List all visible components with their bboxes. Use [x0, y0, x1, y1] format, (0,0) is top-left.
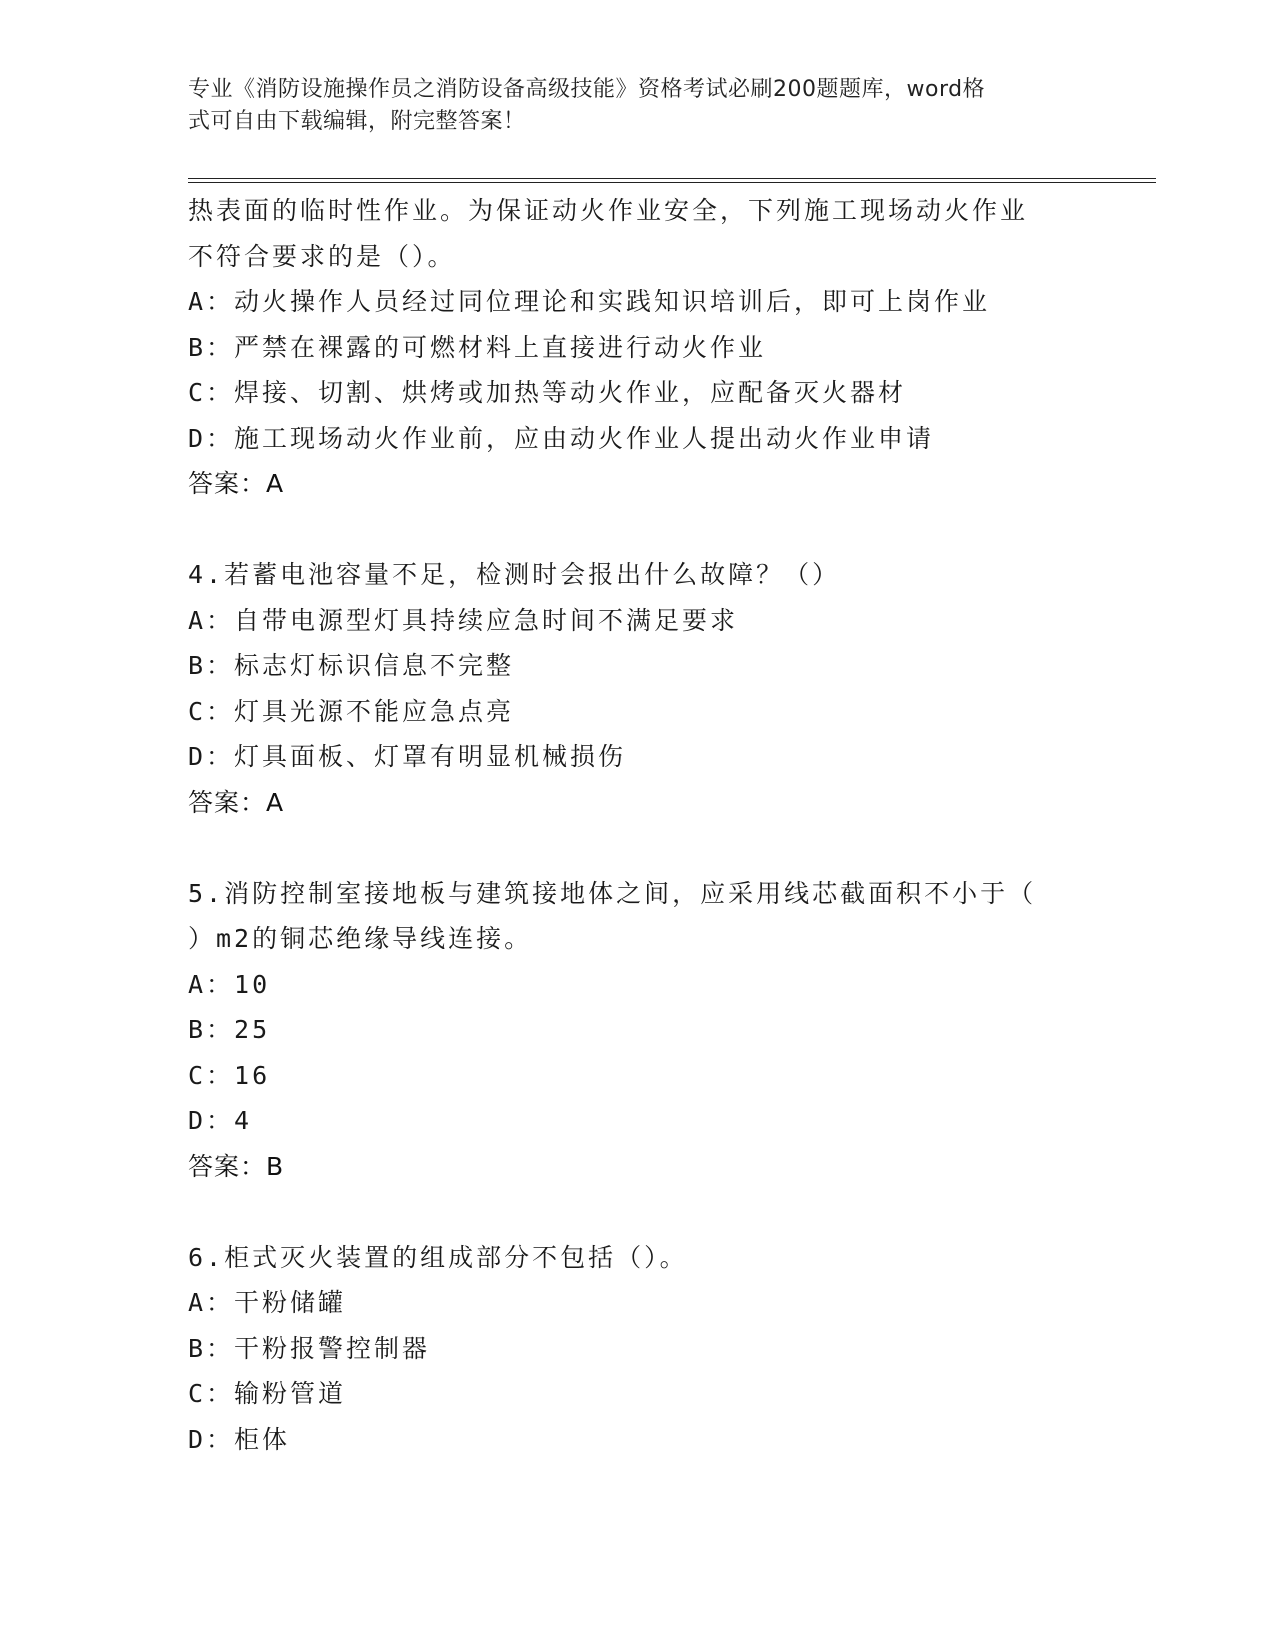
question-5-option-b: B：25 [188, 1015, 271, 1044]
spacer [188, 825, 1088, 871]
question-3-text-line-2: 不符合要求的是（）。 [188, 241, 456, 271]
question-4-option-a: A：自带电源型灯具持续应急时间不满足要求 [188, 605, 739, 635]
question-3-answer: 答案：A [188, 469, 285, 498]
question-6-option-a: A：干粉储罐 [188, 1288, 347, 1317]
question-6-option-d: D：柜体 [188, 1424, 291, 1454]
question-5-text-line-1: 5.消防控制室接地板与建筑接地体之间，应采用线芯截面积不小于（ [188, 878, 1037, 908]
question-6-text: 6.柜式灭火装置的组成部分不包括（）。 [188, 1242, 688, 1272]
spacer [188, 1189, 1088, 1235]
question-4-option-b: B：标志灯标识信息不完整 [188, 651, 515, 680]
question-6 [188, 1235, 1088, 1463]
question-3-option-d: D：施工现场动火作业前，应由动火作业人提出动火作业申请 [188, 423, 935, 453]
header-double-rule [188, 178, 1156, 183]
page-header-line-1: 专业《消防设施操作员之消防设备高级技能》资格考试必刷200题题库，word格 [188, 77, 986, 102]
question-list [188, 188, 1088, 1462]
question-4-answer: 答案：A [188, 787, 285, 817]
question-5-option-a: A：10 [188, 969, 271, 999]
question-5-text-line-2: ）m2的铜芯绝缘导线连接。 [188, 924, 533, 953]
question-4-option-c: C：灯具光源不能应急点亮 [188, 696, 515, 726]
question-5-answer: 答案：B [188, 1151, 285, 1181]
page-header-line-2: 式可自由下载编辑，附完整答案！ [188, 109, 526, 134]
question-6-option-c: C：输粉管道 [188, 1379, 347, 1408]
question-5 [188, 871, 1088, 1190]
question-6-option-b: B：干粉报警控制器 [188, 1333, 431, 1363]
spacer [188, 507, 1088, 553]
question-5-option-c: C：16 [188, 1060, 271, 1090]
question-5-option-d: D：4 [188, 1106, 253, 1135]
page-header [188, 74, 1068, 138]
question-3-text-line-1: 热表面的临时性作业。为保证动火作业安全，下列施工现场动火作业 [188, 196, 1029, 225]
question-4-text: 4.若蓄电池容量不足，检测时会报出什么故障？（） [188, 560, 841, 589]
question-3-option-a: A：动火操作人员经过同位理论和实践知识培训后，即可上岗作业 [188, 287, 991, 316]
question-3-option-b: B：严禁在裸露的可燃材料上直接进行动火作业 [188, 332, 767, 362]
question-4 [188, 552, 1088, 825]
question-3 [188, 188, 1088, 507]
question-3-option-c: C：焊接、切割、烘烤或加热等动火作业，应配备灭火器材 [188, 378, 907, 407]
question-4-option-d: D：灯具面板、灯罩有明显机械损伤 [188, 742, 627, 771]
